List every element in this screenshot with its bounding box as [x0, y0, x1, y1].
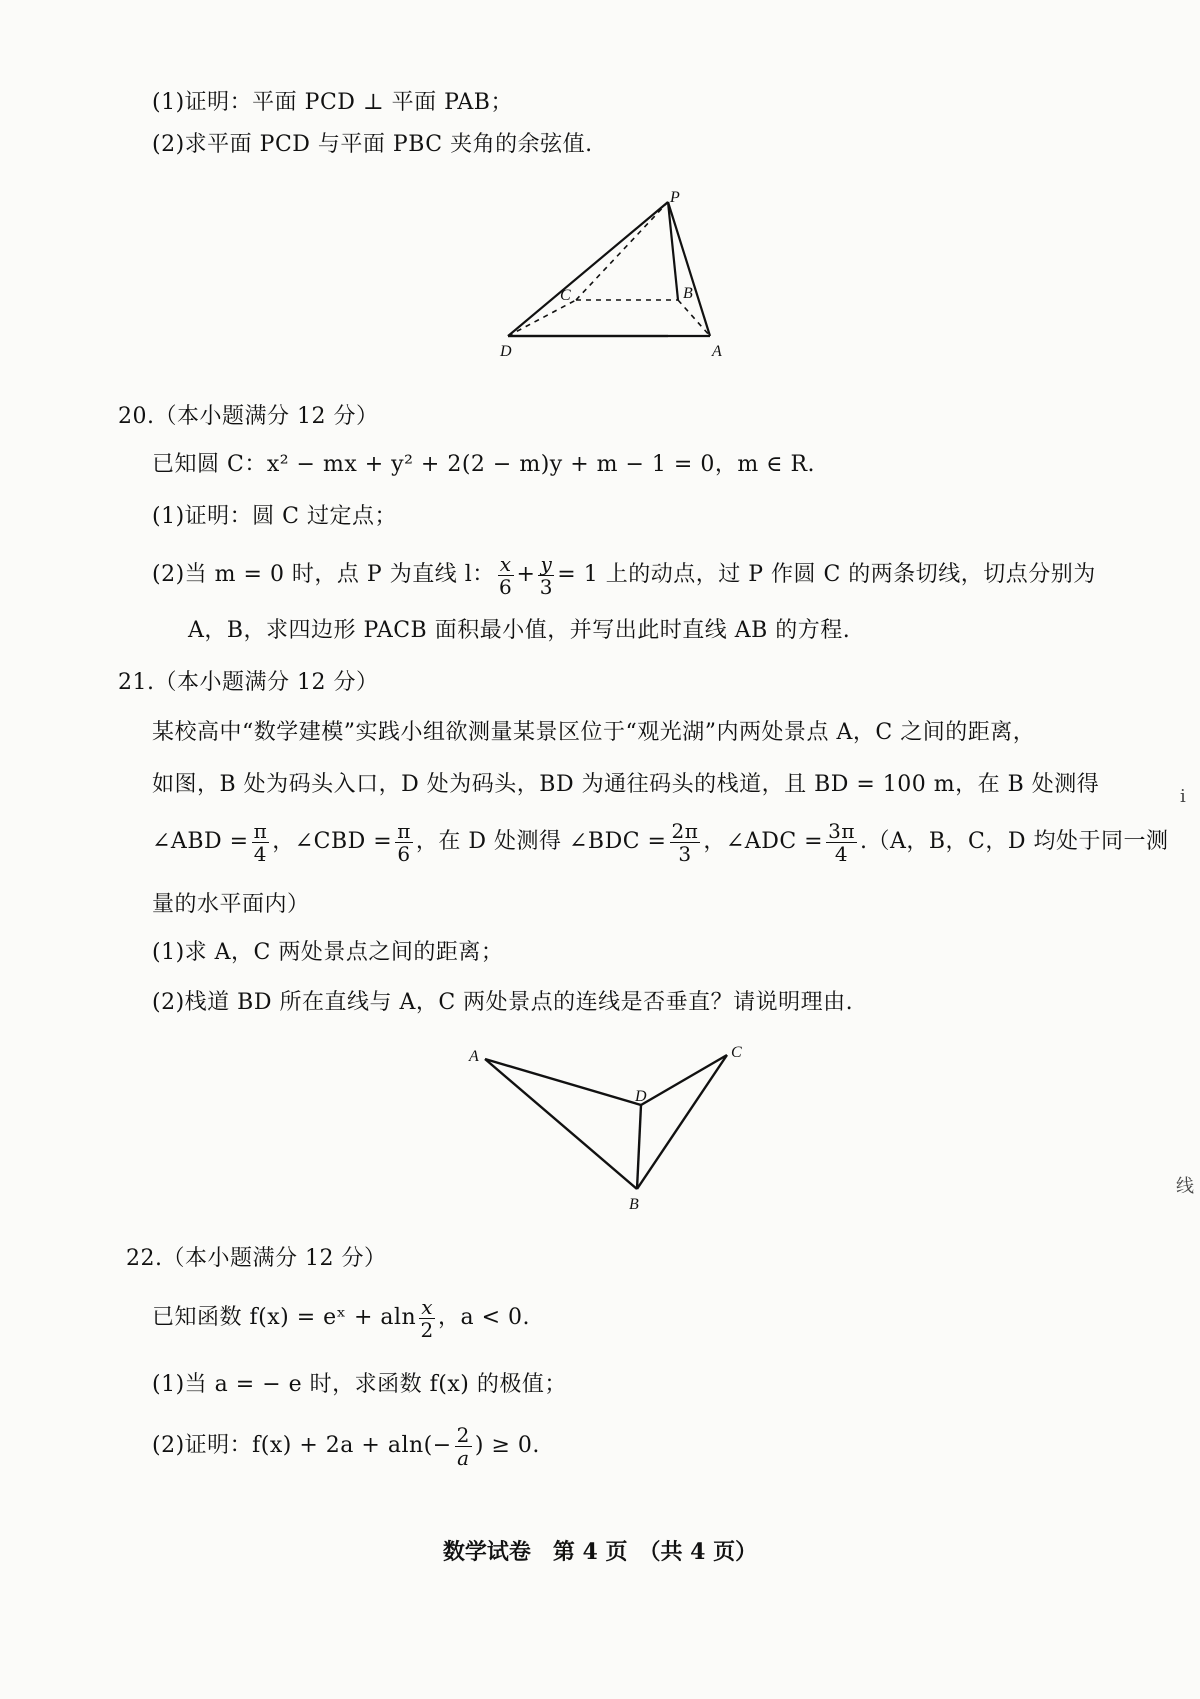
q22-part2-b: ) ≥ 0. [474, 1433, 540, 1458]
label-C: C [731, 1045, 742, 1061]
fraction-y-over-3 [538, 553, 554, 598]
frac-numerator: 2 [456, 1422, 470, 1447]
frac-denominator: 6 [499, 574, 513, 599]
q22-stem-b: ，a < 0. [438, 1305, 531, 1330]
label-D: D [635, 1088, 647, 1105]
frac-denominator: 3 [678, 841, 692, 866]
frac-numerator: π [253, 818, 268, 843]
edge-AD [485, 1059, 641, 1105]
frac-numerator: x [421, 1294, 433, 1319]
margin-mark-1: i [1180, 786, 1186, 807]
edge-DC [641, 1055, 727, 1105]
label-P: P [670, 190, 680, 206]
q20-part1: (1)证明：圆 C 过定点； [152, 504, 397, 529]
q21-part1: (1)求 A，C 两处景点之间的距离； [152, 940, 504, 965]
q22-stem [152, 1290, 530, 1346]
fraction-3pi-over-4 [826, 820, 857, 865]
fraction-2-over-a [455, 1424, 472, 1469]
edge-AB [485, 1059, 637, 1189]
q22-part2-a: (2)证明：f(x) + 2a + aln(− [152, 1433, 452, 1458]
frac-numerator: y [540, 551, 553, 576]
label-D: D [500, 343, 512, 360]
label-B: B [629, 1196, 639, 1213]
q21-line3 [152, 814, 1169, 870]
fraction-x-over-6 [498, 553, 514, 598]
q19-part1: (1)证明：平面 PCD ⊥ 平面 PAB； [152, 90, 513, 115]
q20-stem: 已知圆 C：x² − mx + y² + 2(2 − m)y + m − 1 = 0，m ∈ R. [152, 452, 816, 477]
fraction-pi-over-6 [395, 820, 413, 865]
frac-numerator: 3π [828, 818, 855, 843]
q22-part2 [152, 1418, 540, 1474]
frac-denominator: a [457, 1445, 470, 1470]
q21-line1: 某校高中“数学建模”实践小组欲测量某景区位于“观光湖”内两处景点 A，C 之间的距离， [152, 720, 1036, 745]
fraction-2pi-over-3 [670, 820, 701, 865]
edge-DB [637, 1105, 641, 1189]
frac-numerator: 2π [671, 818, 699, 843]
edge-DP [508, 202, 668, 336]
q21-line3-tail: .（A，B，C，D 均处于同一测 [859, 829, 1169, 854]
q21-line4: 量的水平面内） [152, 892, 310, 917]
label-B: B [683, 285, 693, 302]
angle-BDC: ，在 D 处测得 ∠BDC = [415, 829, 667, 854]
frac-denominator: 3 [539, 574, 553, 599]
q21-heading: 21.（本小题满分 12 分） [118, 670, 379, 695]
label-C: C [560, 287, 571, 304]
frac-denominator: 4 [253, 841, 267, 866]
q22-heading: 22.（本小题满分 12 分） [126, 1246, 387, 1271]
q20-part2-text-a: (2)当 m = 0 时，点 P 为直线 l： [152, 562, 495, 587]
angle-ADC: ，∠ADC = [703, 829, 824, 854]
label-A: A [712, 343, 722, 360]
q20-part2-line1 [152, 548, 1096, 602]
angle-ABD: ∠ABD = [152, 829, 249, 854]
figure-quadrilateral [465, 1045, 765, 1215]
frac-numerator: x [499, 551, 512, 576]
frac-denominator: 6 [397, 841, 411, 866]
edge-BC [637, 1055, 727, 1189]
q20-heading: 20.（本小题满分 12 分） [118, 404, 379, 429]
figure-pyramid [490, 190, 750, 380]
label-A: A [469, 1048, 479, 1065]
q22-part1: (1)当 a = − e 时，求函数 f(x) 的极值； [152, 1372, 567, 1397]
edge-DC-hidden [508, 300, 576, 336]
q21-line2: 如图，B 处为码头入口，D 处为码头，BD 为通往码头的栈道，且 BD = 100 m，在 B 处测得 [152, 772, 1100, 797]
q22-stem-a: 已知函数 f(x) = eˣ + aln [152, 1305, 417, 1330]
q20-part2-text-b: = 1 上的动点，过 P 作圆 C 的两条切线，切点分别为 [557, 562, 1096, 587]
frac-numerator: π [397, 818, 411, 843]
margin-mark-2: 线 [1176, 1176, 1194, 1197]
edge-CP-hidden [576, 202, 668, 300]
q19-part2: (2)求平面 PCD 与平面 PBC 夹角的余弦值. [152, 132, 593, 157]
frac-denominator: 2 [420, 1317, 434, 1342]
fraction-x-over-2 [419, 1296, 435, 1341]
fraction-pi-over-4 [252, 820, 270, 865]
page-footer: 数学试卷 第 4 页 （共 4 页） [442, 1539, 758, 1565]
q20-part2-line2: A，B，求四边形 PACB 面积最小值，并写出此时直线 AB 的方程. [188, 618, 851, 643]
frac-denominator: 4 [834, 841, 849, 866]
plus-sign: + [516, 562, 536, 587]
angle-CBD: ，∠CBD = [272, 829, 393, 854]
q21-part2: (2)栈道 BD 所在直线与 A，C 两处景点的连线是否垂直？请说明理由. [152, 990, 854, 1015]
